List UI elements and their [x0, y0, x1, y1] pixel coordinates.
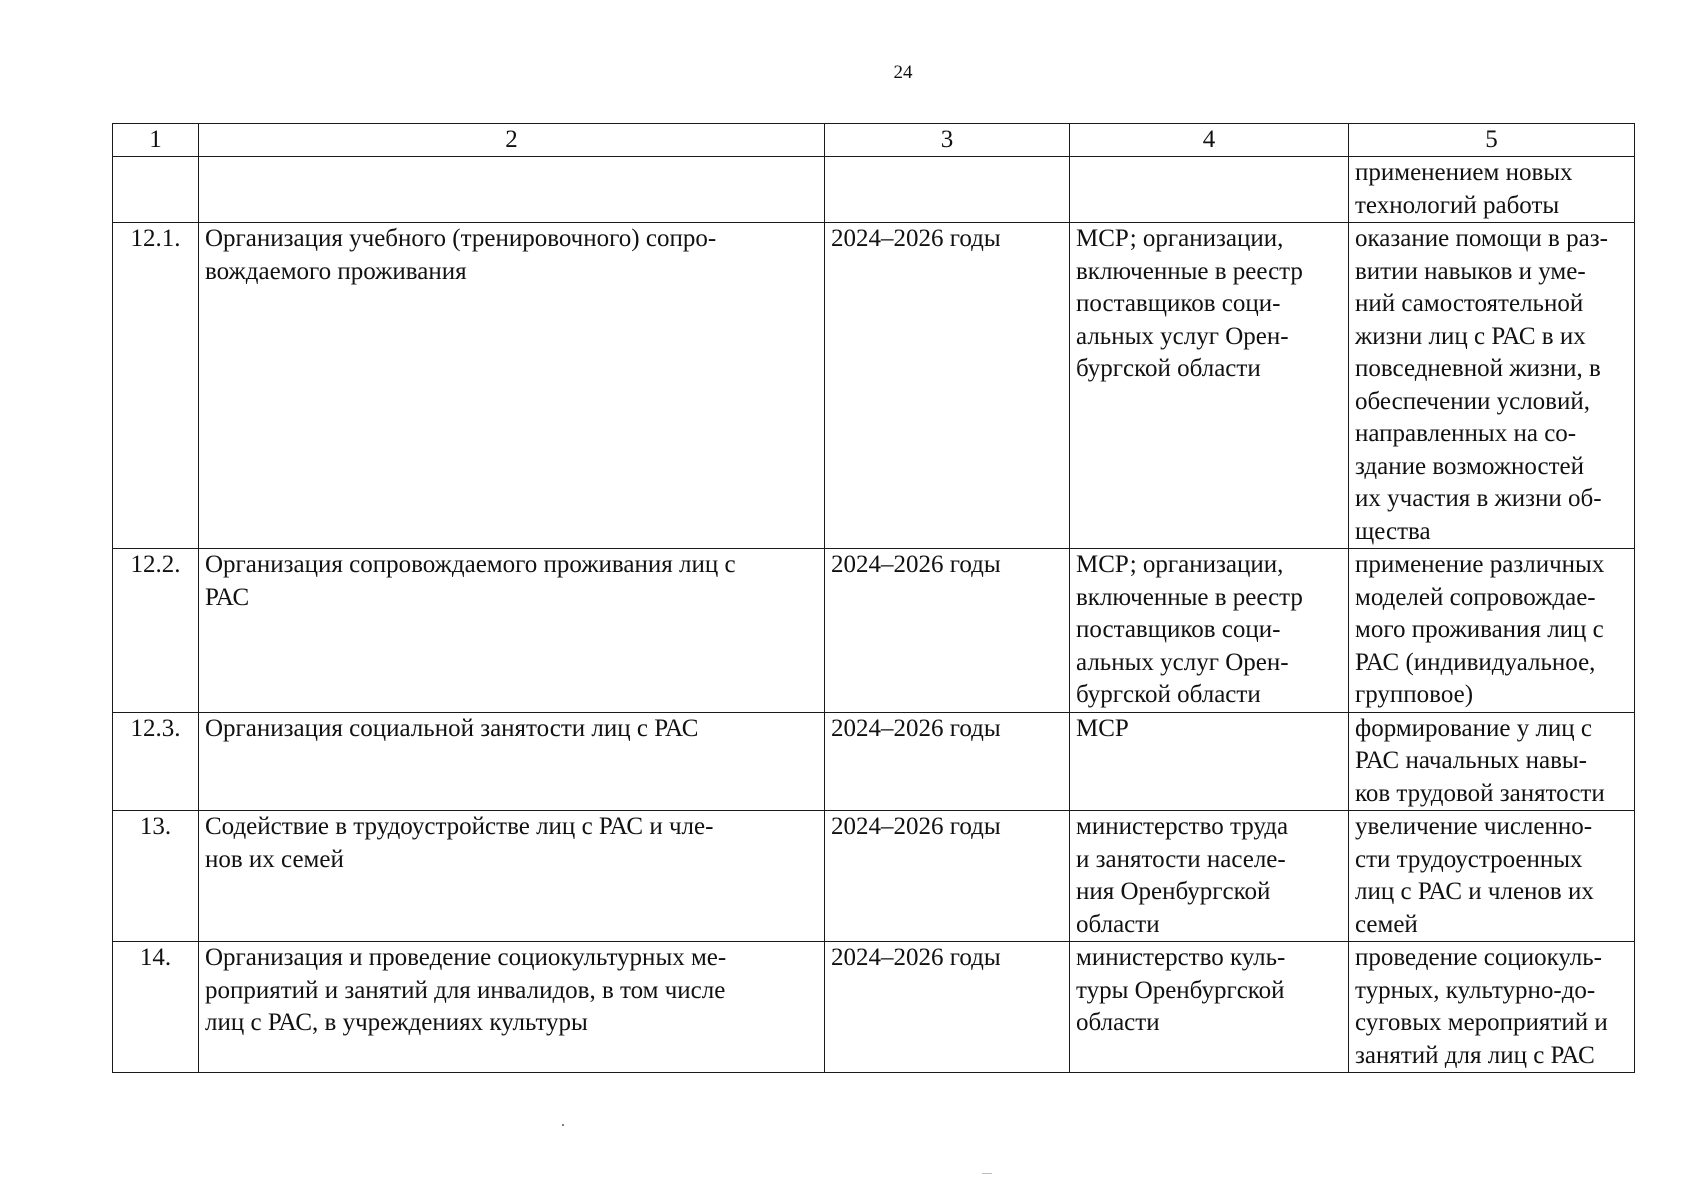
event-cell: Организация и проведение социокультурных ме- роприятий и занятий для инвалидов, в том числе лиц с РАС, в учреждениях культуры: [199, 942, 825, 1073]
column-header-5: 5: [1349, 124, 1635, 157]
table-row: [113, 811, 1635, 942]
row-number: 12.3.: [113, 712, 199, 811]
period-cell: [825, 157, 1070, 223]
period-cell: 2024–2026 годы: [825, 811, 1070, 942]
event-cell: Содействие в трудоустройстве лиц с РАС и чле- нов их семей: [199, 811, 825, 942]
column-header-3: 3: [825, 124, 1070, 157]
table-header-row: [113, 124, 1635, 157]
executor-cell: министерство куль- туры Оренбургской области: [1070, 942, 1349, 1073]
executor-cell: МСР: [1070, 712, 1349, 811]
event-cell: [199, 157, 825, 223]
scan-speck: [982, 1173, 992, 1174]
result-cell: применение различных моделей сопровождае- мого проживания лиц с РАС (индивидуальное, групповое): [1349, 549, 1635, 713]
page-number: 24: [893, 62, 913, 83]
executor-cell: [1070, 157, 1349, 223]
period-cell: 2024–2026 годы: [825, 942, 1070, 1073]
scan-speck: [562, 1124, 564, 1126]
table-row: [113, 549, 1635, 713]
column-header-4: 4: [1070, 124, 1349, 157]
row-number: 12.1.: [113, 223, 199, 549]
period-cell: 2024–2026 годы: [825, 712, 1070, 811]
column-header-2: 2: [199, 124, 825, 157]
event-cell: Организация социальной занятости лиц с РАС: [199, 712, 825, 811]
table-row: [113, 942, 1635, 1073]
result-cell: проведение социокуль- турных, культурно-до- суговых мероприятий и занятий для лиц с РАС: [1349, 942, 1635, 1073]
row-number: 12.2.: [113, 549, 199, 713]
column-header-1: 1: [113, 124, 199, 157]
executor-cell: МСР; организации, включенные в реестр поставщиков соци- альных услуг Орен- бургской области: [1070, 223, 1349, 549]
row-number: [113, 157, 199, 223]
result-cell: оказание помощи в раз- витии навыков и уме- ний самостоятельной жизни лиц с РАС в их повседневной жизни, в обеспечении условий, направленных на со- здание возможностей их участия в жизни об- щества: [1349, 223, 1635, 549]
period-cell: 2024–2026 годы: [825, 549, 1070, 713]
table-row: [113, 157, 1635, 223]
row-number: 13.: [113, 811, 199, 942]
period-cell: 2024–2026 годы: [825, 223, 1070, 549]
event-cell: Организация сопровождаемого проживания лиц с РАС: [199, 549, 825, 713]
table-row: [113, 712, 1635, 811]
event-cell: Организация учебного (тренировочного) сопро- вождаемого проживания: [199, 223, 825, 549]
activities-table: [112, 123, 1635, 1073]
result-cell: применением новых технологий работы: [1349, 157, 1635, 223]
row-number: 14.: [113, 942, 199, 1073]
result-cell: увеличение численно- сти трудоустроенных лиц с РАС и членов их семей: [1349, 811, 1635, 942]
executor-cell: министерство труда и занятости населе- ния Оренбургской области: [1070, 811, 1349, 942]
result-cell: формирование у лиц с РАС начальных навы- ков трудовой занятости: [1349, 712, 1635, 811]
executor-cell: МСР; организации, включенные в реестр поставщиков соци- альных услуг Орен- бургской области: [1070, 549, 1349, 713]
table-row: [113, 223, 1635, 549]
